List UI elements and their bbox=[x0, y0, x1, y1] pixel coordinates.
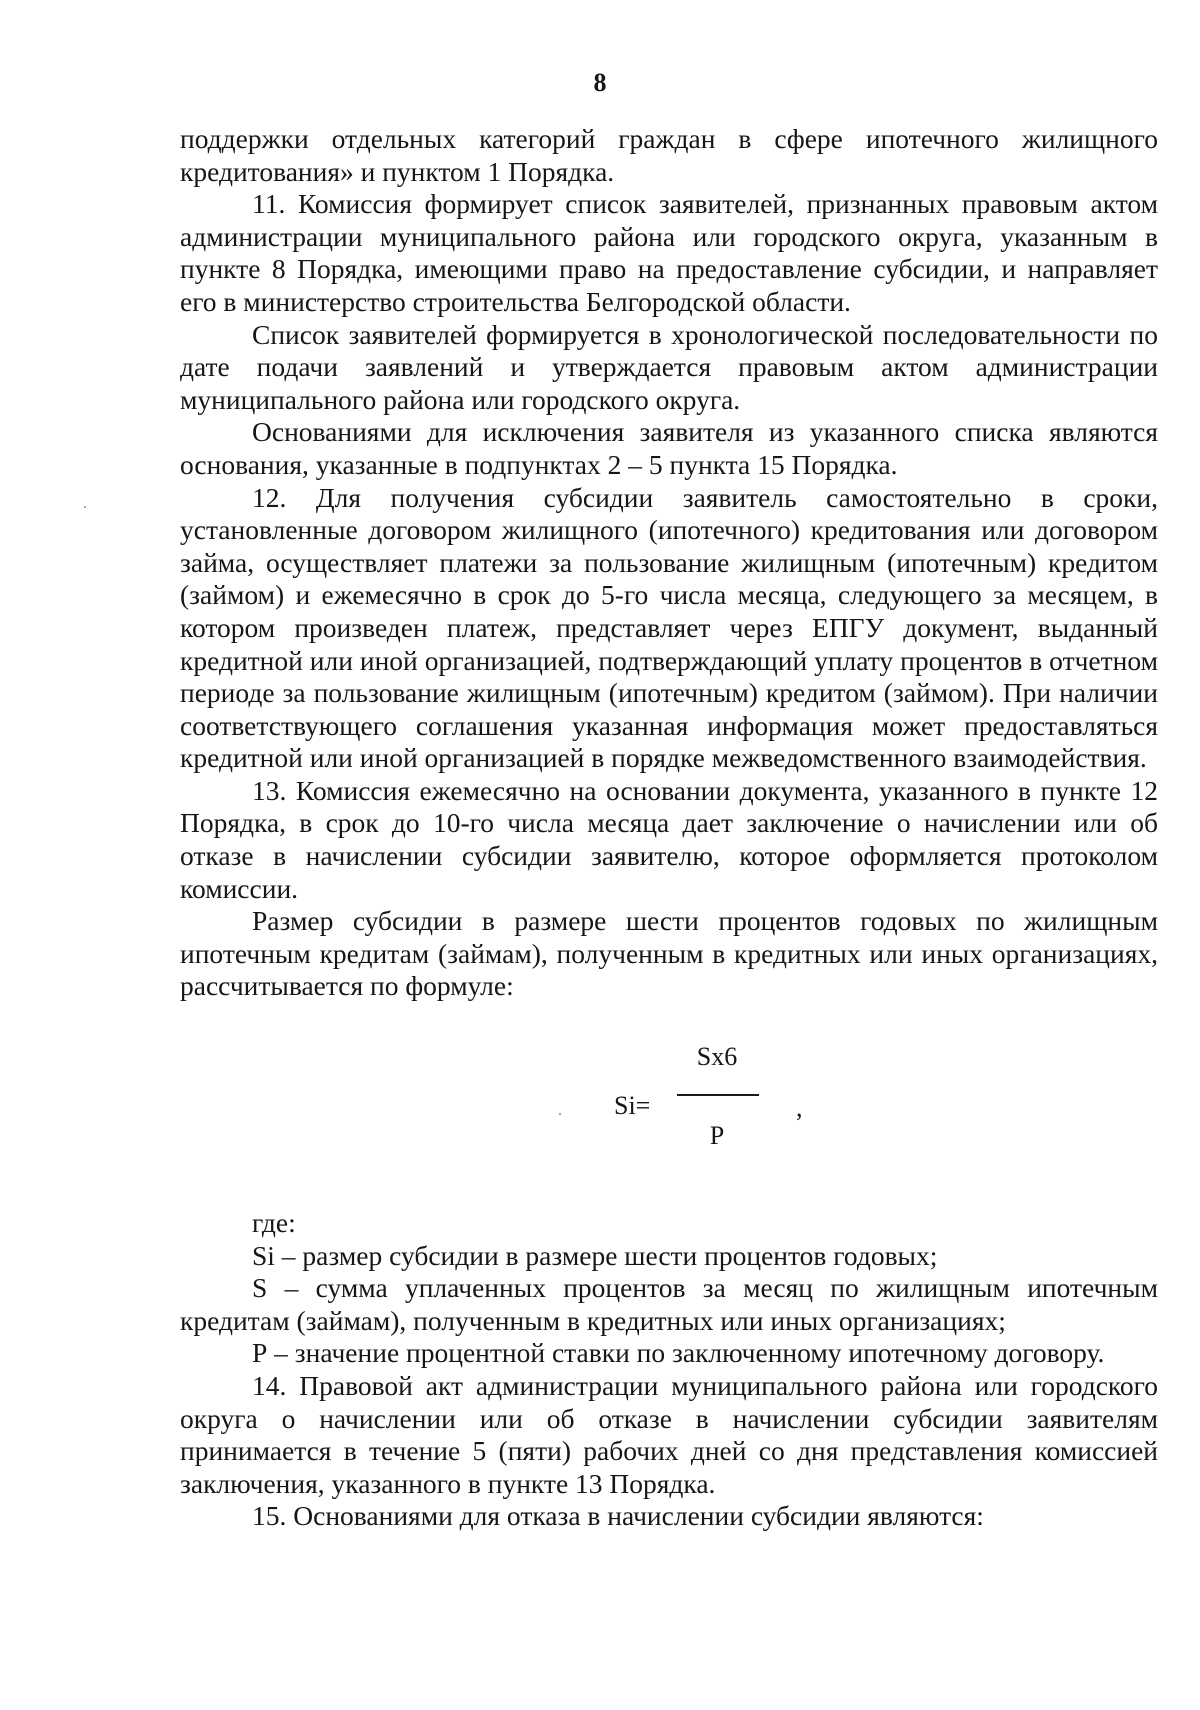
definition-si: Si – размер субсидии в размере шести процентов годовых; bbox=[252, 1239, 938, 1271]
paragraph-item-15: 15. Основаниями для отказа в начислении субсидии являются: bbox=[252, 1500, 984, 1532]
scan-speck bbox=[84, 506, 86, 508]
formula-comma: , bbox=[796, 1093, 803, 1123]
definition-p: Р – значение процентной ставки по заключенному ипотечному договору. bbox=[252, 1337, 1105, 1369]
formula-denominator: P bbox=[709, 1121, 725, 1151]
formula-lhs: Si= bbox=[614, 1091, 651, 1121]
page-number: 8 bbox=[593, 68, 607, 97]
paragraph-exclusion-grounds: Основаниями для исключения заявителя из указанного списка являются основания, указанные в подпунктах 2 – 5 пункта 15 Порядка. bbox=[180, 416, 1158, 480]
fraction-bar bbox=[677, 1094, 759, 1096]
scan-speck bbox=[559, 1113, 561, 1115]
paragraph-continuation: поддержки отдельных категорий граждан в сфере ипотечного жилищного кредитования» и пунктом 1 Порядка. bbox=[180, 123, 1158, 187]
paragraph-item-12: 12. Для получения субсидии заявитель самостоятельно в сроки, установленные договором жилищного (ипотечного) кредитования или договором займа, осуществляет платежи за пользование жилищным (ипотечным) кредитом (займом) и ежемесячно в срок до 5-го числа месяца, следующего за месяцем, в котором произведен платеж, представляет через ЕПГУ документ, выданный кредитной или иной организацией, подтверждающий уплату процентов в отчетном периоде за пользование жилищным (ипотечным) кредитом (займом). При наличии соответствующего соглашения указанная информация может предоставляться кредитной или иной организацией в порядке межведомственного взаимодействия. bbox=[180, 481, 1158, 774]
paragraph-item-13: 13. Комиссия ежемесячно на основании документа, указанного в пункте 12 Порядка, в срок до 10-го числа месяца дает заключение о начислении или об отказе в начислении субсидии заявителю, которое оформляется протоколом комиссии. bbox=[180, 774, 1158, 904]
definition-s: S – сумма уплаченных процентов за месяц по жилищным ипотечным кредитам (займам), полученным в кредитных или иных организациях; bbox=[180, 1272, 1158, 1336]
paragraph-item-11: 11. Комиссия формирует список заявителей, признанных правовым актом администрации муниципального района или городского округа, указанным в пункте 8 Порядка, имеющими право на предоставление субсидии, и направляет его в министерство строительства Белгородской области. bbox=[180, 188, 1158, 317]
document-body bbox=[180, 123, 1158, 1533]
paragraph-subsidy-size: Размер субсидии в размере шести процентов годовых по жилищным ипотечным кредитам (займам), полученным в кредитных или иных организациях, рассчитывается по формуле: bbox=[180, 905, 1158, 1002]
paragraph-applicant-list: Список заявителей формируется в хронологической последовательности по дате подачи заявлений и утверждается правовым актом администрации муниципального района или городского округа. bbox=[180, 318, 1158, 415]
subsidy-formula bbox=[180, 1037, 1158, 1189]
paragraph-where: где: bbox=[252, 1207, 296, 1239]
formula-numerator: Sx6 bbox=[696, 1042, 738, 1072]
paragraph-item-14: 14. Правовой акт администрации муниципального района или городского округа о начислении или об отказе в начислении субсидии заявителям принимается в течение 5 (пяти) рабочих дней со дня представления комиссией заключения, указанного в пункте 13 Порядка. bbox=[180, 1370, 1158, 1499]
